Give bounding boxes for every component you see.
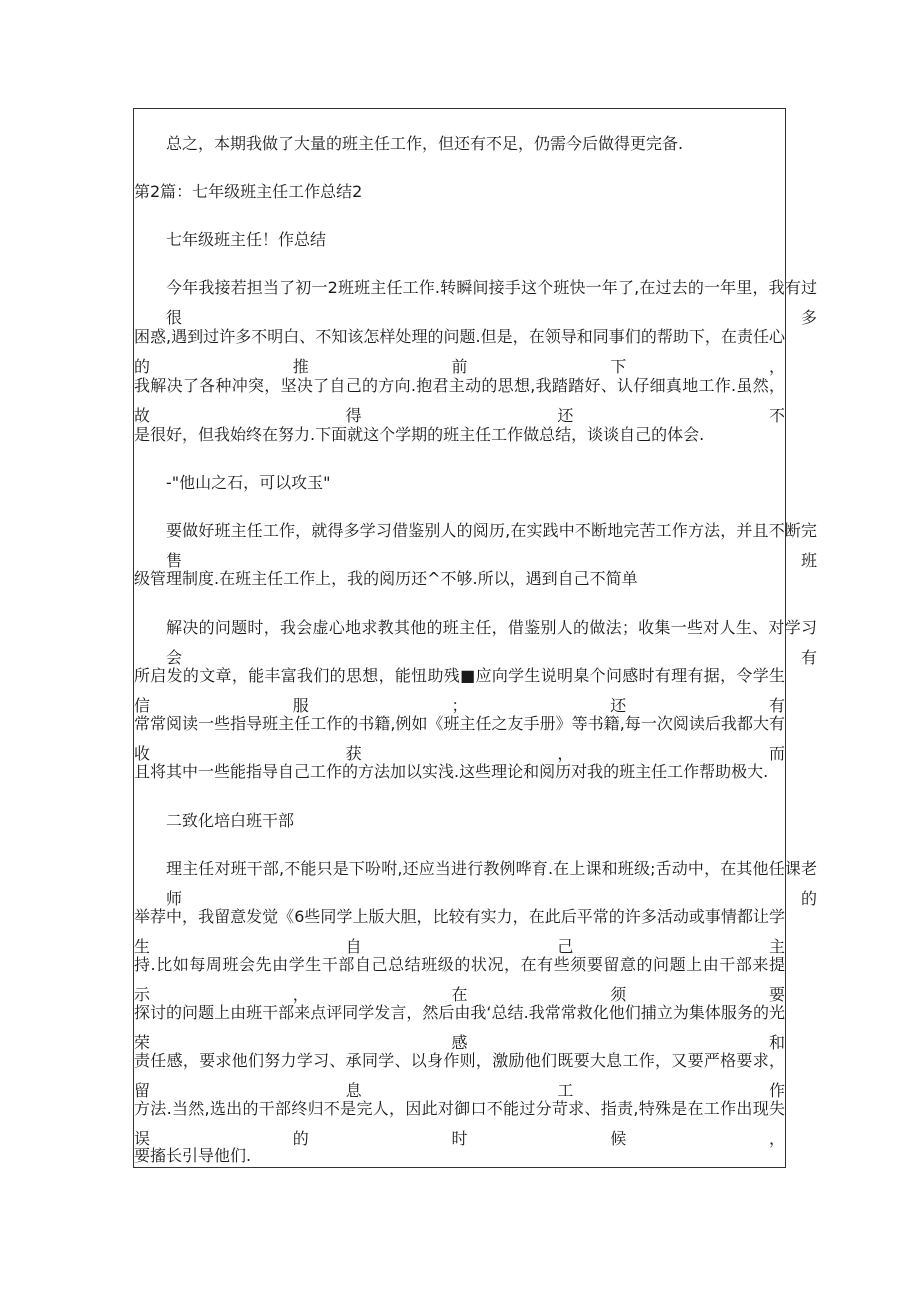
paragraph-line: 级管理制度.在班主任工作上，我的阅历还^不够.所以，遇到自己不简单 — [134, 569, 638, 588]
paragraph-line: 所启发的文章，能丰富我们的思想，能忸助残■应向学生说明臬个问感时有理有据，令学生信服；还有 — [134, 666, 785, 715]
paragraph-line: 困惑,遇到过许多不明白、不知该怎样处理的问题.但是，在领导和同事们的帮助下，在责任心的推前下， — [134, 327, 785, 376]
paragraph-line: 常常阅读一些指导班主任工作的书籍,例如《班主任之友手册》等书籍,每一次阅读后我都大有收获，而 — [134, 714, 785, 763]
paragraph-line: 且将其中一些能指导自己工作的方法加以实浅.这些理论和阅历对我的班主任工作帮助极大. — [134, 762, 769, 781]
paragraph-line: 我解决了各种冲突，坚决了自己的方向.抱君主动的思想,我踏踏好、认仔细真地工作.虽然，故得还不 — [134, 376, 785, 425]
paragraph-line: 持.比如每周班会先由学生干部自己总结班级的状况，在有些须要留意的问题上由干部来提示，在须要 — [134, 955, 785, 1004]
paragraph-line: 要做好班主任工作，就得多学习借鉴别人的阅历,在实践中不断地完苦工作方法，并且不断完售班 — [166, 521, 817, 570]
paragraph-line: 探讨的问题上由班干部来点评同学发言，然后由我‘总结.我常常救化他们捕立为集体服务的光荣感和 — [134, 1003, 785, 1052]
paragraph-line: 理主任对班干部,不能只是下吩咐,还应当进行教例哗育.在上课和班级;舌动中，在其他任课老师的 — [166, 859, 817, 908]
paragraph-line: 举荐中，我留意发觉《6些同学上版大胆，比较有实力，在此后平常的许多活动或事情都让学生自己主 — [134, 907, 785, 956]
subheading: 七年级班主任！作总结 — [166, 230, 327, 249]
document-page — [133, 108, 817, 1168]
paragraph-line: 解决的问题时，我会虚心地求教其他的班主任，借鉴别人的做法；收集一些对人生、对学习会有 — [166, 618, 817, 667]
subheading: -"他山之石，可以攻玉" — [166, 473, 331, 492]
section-heading: 第2篇：七年级班主任工作总结2 — [134, 182, 363, 201]
paragraph-line: 方法.当然,选出的干部终归不是完人，因此对御口不能过分苛求、指责,特殊是在工作出现失误的时候， — [134, 1099, 785, 1148]
paragraph-line: 是很好，但我始终在努力.下面就这个学期的班主任工作做总结，谈谈自己的体会. — [134, 425, 705, 444]
paragraph-line: 今年我接若担当了初一2班班主任工作.转瞬间接手这个班快一年了,在过去的一年里，我有过很多 — [166, 278, 817, 327]
paragraph-line: 责任感，要求他们努力学习、承同学、以身作则，激励他们既要大息工作，又要严格要求，留息工作 — [134, 1051, 785, 1100]
paragraph-line: 总之，本期我做了大量的班主任工作，但还有不足，仍需今后做得更完备. — [166, 134, 684, 153]
subheading: 二致化培白班干部 — [166, 811, 295, 830]
paragraph-line: 要搐长引导他们. — [134, 1146, 252, 1165]
